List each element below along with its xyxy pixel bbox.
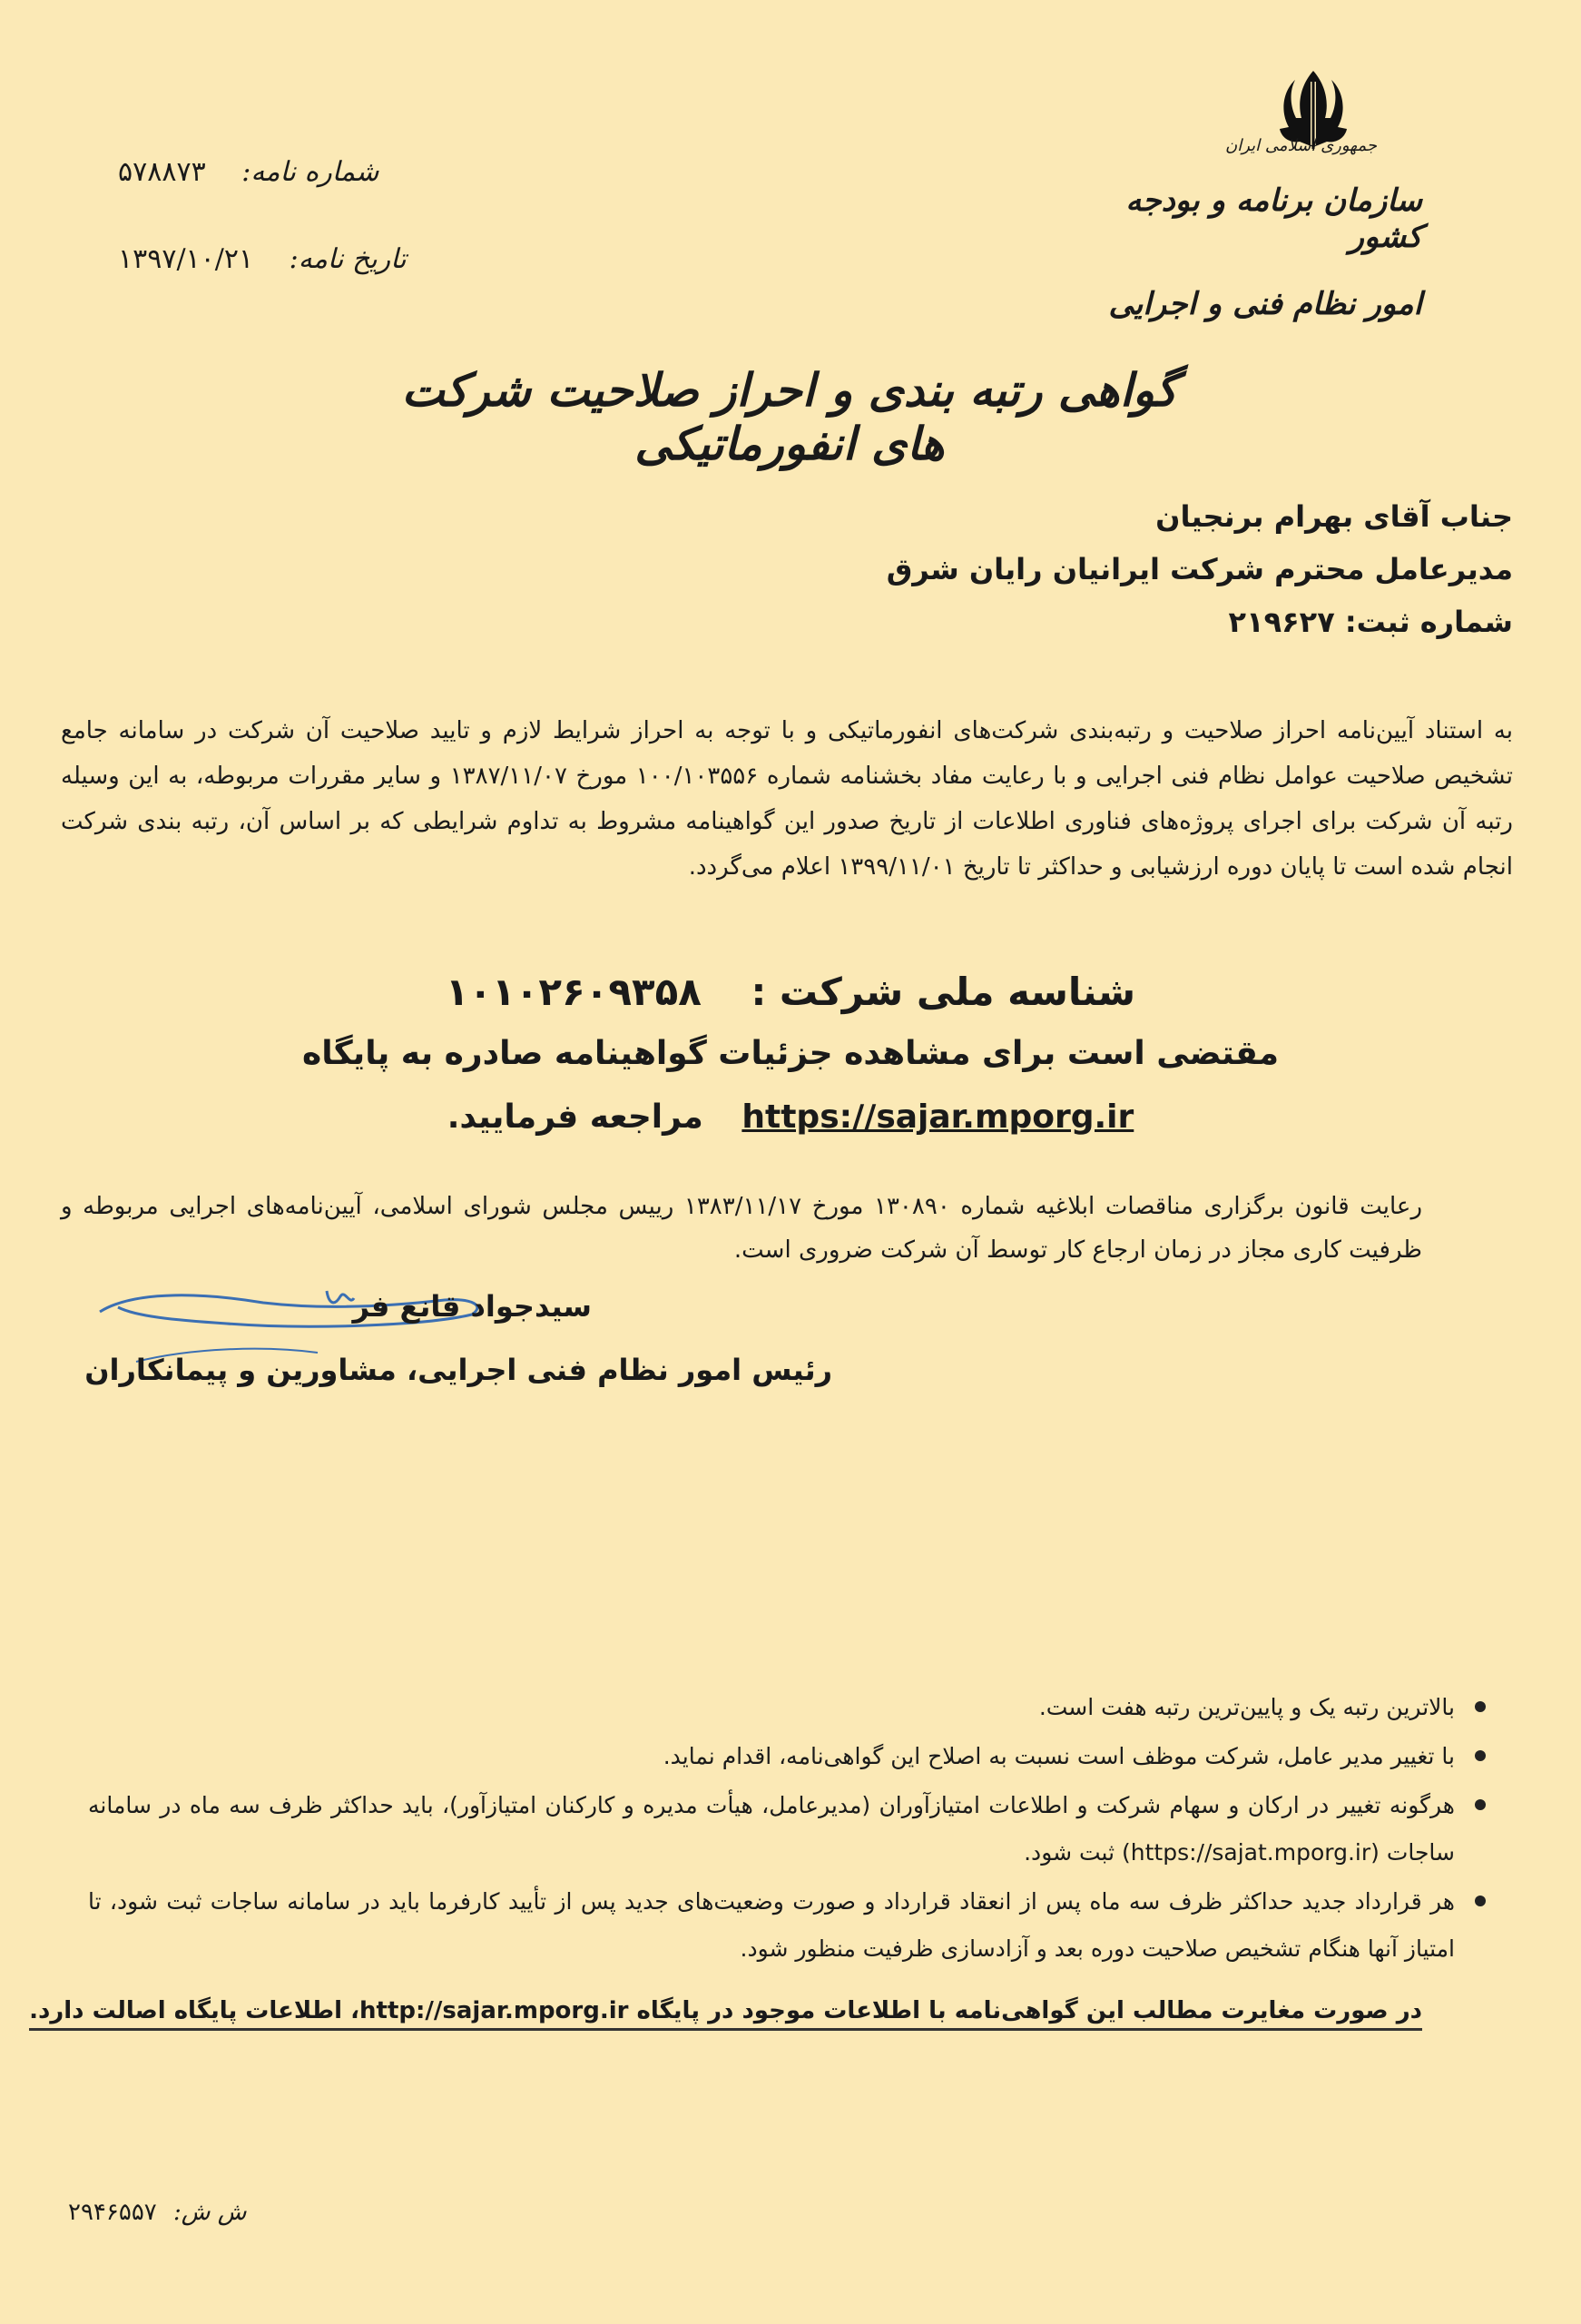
letter-date-value: ۱۳۹۷/۱۰/۲۱ <box>118 243 254 275</box>
addressee-block <box>887 490 1513 648</box>
refer-line-1: مقتضی است برای مشاهده جزئیات گواهینامه صادره به پایگاه <box>301 1035 1280 1072</box>
letter-number <box>118 156 378 188</box>
law-note: رعایت قانون برگزاری مناقصات ابلاغیه شماره ۱۳۰۸۹۰ مورخ ۱۳۸۳/۱۱/۱۷ رییس مجلس شورای اسلامی، آیین‌نامه‌های اجرایی مربوطه و ظرفیت کاری مجاز در زمان ارجاع کار توسط آن شرکت ضروری است. <box>61 1193 1422 1264</box>
addressee-position: مدیرعامل محترم شرکت ایرانیان رایان شرق <box>886 552 1513 586</box>
refer-suffix: مراجعه فرمایید. <box>447 1098 703 1136</box>
national-id-label: شناسه ملی شرکت : <box>751 970 1136 1014</box>
organization-unit: امور نظام فنی و اجرایی <box>1108 286 1422 322</box>
registration-number <box>887 596 1513 648</box>
bullet-icon <box>1475 1799 1486 1810</box>
addressee-name: جناب آقای بهرام برنجیان <box>1155 499 1513 534</box>
bullet-icon <box>1475 1896 1486 1906</box>
country-label: جمهوری اسلامی ایران <box>1225 136 1377 155</box>
registration-label: شماره ثبت: <box>1344 605 1513 639</box>
list-item: با تغییر مدیر عامل، شرکت موظف است نسبت به اصلاح این گواهی‌نامه، اقدام نماید. <box>88 1733 1486 1780</box>
registration-value: ۲۱۹۶۲۷ <box>1228 605 1335 639</box>
serial-value: ۲۹۴۶۵۵۷ <box>68 2199 157 2226</box>
list-item: هر قرارداد جدید حداکثر ظرف سه ماه پس از انعقاد قرارداد و صورت وضعیت‌های جدید پس از تأیید کارفرما باید در سامانه ساجات ثبت شود، تا امتیاز آنها هنگام تشخیص صلاحیت دوره بعد و آزادسازی ظرفیت منظور شود. <box>88 1878 1486 1973</box>
notes-list <box>88 1684 1486 1974</box>
sajar-link[interactable]: https://sajar.mporg.ir <box>741 1098 1134 1136</box>
body-paragraph: به استناد آیین‌نامه احراز صلاحیت و رتبه‌بندی شرکت‌های انفورماتیکی و با توجه به احراز شرایط لازم و تایید صلاحیت آن شرکت در سامانه جامع تشخیص صلاحیت عوامل نظام فنی اجرایی و با رعایت مفاد بخشنامه شماره ۱۰۰/۱۰۳۵۵۶ مورخ ۱۳۸۷/۱۱/۰۷ و سایر مقررات مربوطه، به این وسیله رتبه آن شرکت برای اجرای پروژه‌های فناوری اطلاعات از تاریخ صدور این گواهینامه مشروط به تداوم شرایطی که بر اساس آن، رتبه بندی شرکت انجام شده است تا پایان دوره ارزشیابی و حداکثر تا تاریخ ۱۳۹۹/۱۱/۰۱ اعلام می‌گردد. <box>61 717 1514 881</box>
national-id-value: ۱۰۱۰۲۶۰۹۳۵۸ <box>445 970 702 1014</box>
list-item: بالاترین رتبه یک و پایین‌ترین رتبه هفت است. <box>88 1684 1486 1731</box>
signatory-name: سیدجواد قانع فر <box>352 1289 592 1324</box>
letter-number-value: ۵۷۸۸۷۳ <box>118 156 206 188</box>
list-item: هرگونه تغییر در ارکان و سهام شرکت و اطلاعات امتیازآوران (مدیرعامل، هیأت مدیره و کارکنان امتیازآور)، باید حداکثر ظرف سه ماه در سامانه ساجات (https://sajat.mporg.ir) ثبت شود. <box>88 1782 1486 1876</box>
certificate-title: گواهی رتبه بندی و احراز صلاحیت شرکت های انفورماتیکی <box>401 363 1178 470</box>
refer-line-2 <box>0 1098 1581 1136</box>
letter-number-label: شماره نامه: <box>241 156 379 188</box>
organization-name: سازمان برنامه و بودجه کشور <box>1125 182 1422 255</box>
bullet-icon <box>1475 1701 1486 1712</box>
validity-note: در صورت مغایرت مطالب این گواهی‌نامه با اطلاعات موجود در پایگاه http://sajar.mporg.ir، اطلاعات پایگاه اصالت دارد. <box>29 1997 1422 2031</box>
serial-label: ش ش: <box>173 2199 247 2226</box>
signatory-title: رئیس امور نظام فنی اجرایی، مشاورین و پیمانکاران <box>84 1353 832 1387</box>
organization-header <box>1095 136 1422 322</box>
bullet-icon <box>1475 1750 1486 1761</box>
national-id <box>0 970 1581 1014</box>
serial-code <box>68 2199 247 2226</box>
letter-date <box>118 243 407 275</box>
letter-date-label: تاریخ نامه: <box>289 243 407 275</box>
